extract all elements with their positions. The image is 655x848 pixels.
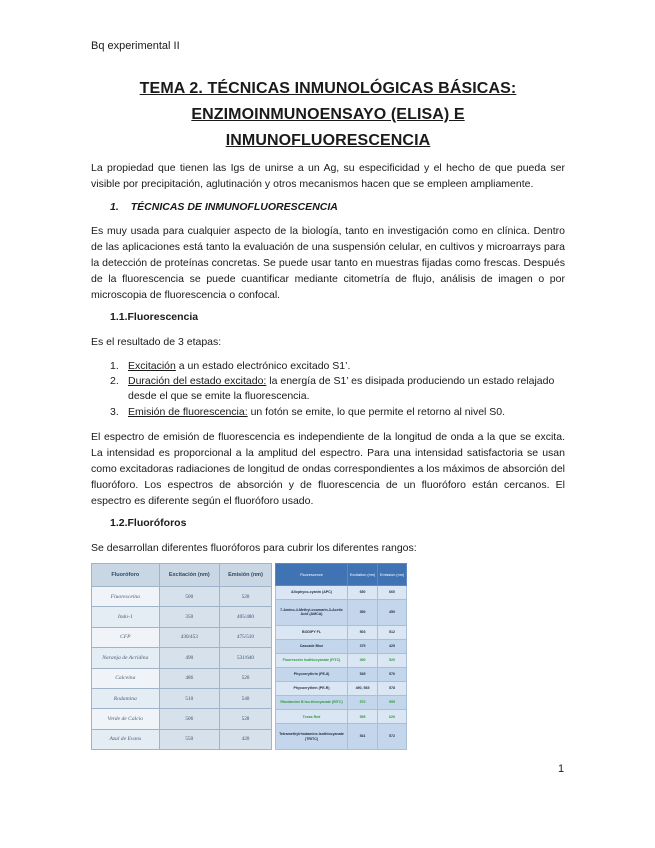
table2-cell: 450 <box>378 600 407 626</box>
table1-cell: 510 <box>159 688 219 708</box>
section-1-1-heading <box>110 311 198 323</box>
list-item-3 <box>110 405 565 420</box>
table2-cell: 578 <box>378 682 407 696</box>
list-term: Excitación <box>128 360 176 372</box>
table2-cell: 425 <box>378 639 407 653</box>
title-line-1: TEMA 2. TÉCNICAS INMUNOLÓGICAS BÁSICAS: <box>139 80 517 97</box>
table2-cell: 545 <box>348 668 378 682</box>
section-1-title: TÉCNICAS DE INMUNOFLUORESCENCIA <box>130 201 338 213</box>
table1-cell: 430/453 <box>159 627 219 647</box>
table2-cell: 503 <box>348 625 378 639</box>
table2-header: Excitation (nm) <box>348 564 378 586</box>
list-text: la energía de S1’ es disipada produciendo un estado relajado desde el que se emite la fluorescencia. <box>128 375 555 402</box>
list-text: a un estado electrónico excitado S1’. <box>175 360 351 372</box>
table1-cell: 420 <box>219 729 271 749</box>
section-1-1-title: Fluorescencia <box>127 311 199 323</box>
section-1-number: 1. <box>110 201 119 213</box>
table2-cell: Phycoerythrin (PE-R) <box>276 682 348 696</box>
table2-cell: 620 <box>378 710 407 724</box>
table1-row <box>92 688 272 708</box>
table2-cell: 541 <box>348 724 378 750</box>
list-number: 2. <box>110 375 119 387</box>
paragraph-emission-spectrum: El espectro de emisión de fluorescencia es independiente de la longitud de onda a la que se excita. La intensidad es proporcional a la amplitud del espectro. Para una intensidad satisfactoria se usan como excitadoras radiaciones de longitud de ondas correspondientes a los máximos de absorción del fluoróforo. Los espectros de absorción y de fluorescencia de un fluoróforo están cercanos. El espectro es diferente según el fluoróforo usado. <box>91 431 565 507</box>
list-item-2 <box>110 374 565 404</box>
page-number: 1 <box>558 763 565 775</box>
list-term: Duración del estado excitado: <box>128 375 267 387</box>
table1-cell: Azul de Evans <box>92 729 160 749</box>
table1-cell: Fluoresceína <box>92 587 160 607</box>
table1-header: Excitación (nm) <box>159 564 219 587</box>
table2-cell: 595 <box>378 696 407 710</box>
table1-cell: 475/510 <box>219 627 271 647</box>
title-line-3: INMUNOFLUORESCENCIA <box>225 132 431 149</box>
list-number: 3. <box>110 406 119 418</box>
section-1-1-number: 1.1. <box>110 311 128 323</box>
table2-row <box>276 668 407 682</box>
section-1-2-number: 1.2. <box>110 517 128 529</box>
fluorophore-table-spanish <box>91 563 272 750</box>
table2-cell: 570 <box>348 696 378 710</box>
table2-cell: BODIPY FL <box>276 625 348 639</box>
table1-header: Emisión (nm) <box>219 564 271 587</box>
table2-cell: 572 <box>378 724 407 750</box>
table2-row <box>276 710 407 724</box>
table2-cell: 595 <box>348 710 378 724</box>
table2-header: Fluorescence <box>276 564 348 586</box>
table2-cell: Fluorescein Isothiocyanate (FITC) <box>276 653 348 667</box>
table2-cell: 660 <box>378 586 407 600</box>
table1-cell: Verde de Calcio <box>92 709 160 729</box>
table2-header: Emission (nm) <box>378 564 407 586</box>
table2-cell: 490 <box>348 653 378 667</box>
table1-cell: 500 <box>159 587 219 607</box>
table1-cell: Calceína <box>92 668 160 688</box>
table1-row <box>92 648 272 668</box>
table1-header: Fluoróforo <box>92 564 160 587</box>
table1-cell: 520 <box>219 587 271 607</box>
section-1-heading <box>110 201 338 213</box>
title-line-2: ENZIMOINMUNOENSAYO (ELISA) E <box>191 106 465 123</box>
table1-cell: 540 <box>219 688 271 708</box>
table1-cell: Naranja de Acridina <box>92 648 160 668</box>
table1-cell: 350 <box>159 607 219 627</box>
table1-cell: 531/640 <box>219 648 271 668</box>
list-number: 1. <box>110 360 119 372</box>
table1-cell: 550 <box>159 729 219 749</box>
table2-cell: Texas Red <box>276 710 348 724</box>
table2-cell: 490, 565 <box>348 682 378 696</box>
table1-cell: 490 <box>159 648 219 668</box>
table1-cell: Indo-1 <box>92 607 160 627</box>
table2-cell: 576 <box>378 668 407 682</box>
table2-row <box>276 724 407 750</box>
table1-row <box>92 729 272 749</box>
table2-row <box>276 696 407 710</box>
table1-cell: 520 <box>219 668 271 688</box>
section-1-2-title: Fluoróforos <box>127 517 187 529</box>
table1-cell: CFP <box>92 627 160 647</box>
table2-row <box>276 625 407 639</box>
table2-row <box>276 600 407 626</box>
table2-cell: 350 <box>348 600 378 626</box>
table1-cell: 528 <box>219 709 271 729</box>
table1-row <box>92 709 272 729</box>
table2-row <box>276 653 407 667</box>
list-text: un fotón se emite, lo que permite el retorno al nivel S0. <box>247 406 506 418</box>
table1-cell: Rodamina <box>92 688 160 708</box>
table2-row <box>276 586 407 600</box>
table1-row <box>92 607 272 627</box>
table2-cell: 375 <box>348 639 378 653</box>
table2-row <box>276 639 407 653</box>
list-item-1 <box>110 359 565 374</box>
table1-cell: 486 <box>159 668 219 688</box>
table2-cell: Tetramethylrhodamine-Isothiocyanate (TRITC) <box>276 724 348 750</box>
table1-cell: 405/480 <box>219 607 271 627</box>
table2-cell: 650 <box>348 586 378 600</box>
table1-row <box>92 668 272 688</box>
table2-row <box>276 682 407 696</box>
table2-cell: Allophyco-cyanin (APC) <box>276 586 348 600</box>
running-header: Bq experimental II <box>91 40 180 52</box>
table1-row <box>92 587 272 607</box>
intro-paragraph: La propiedad que tienen las Igs de unirse a un Ag, su especificidad y el hecho de que pueda ser visible por precipitación, aglutinación y otros mecanismos hacen que se empleen ampliamente. <box>91 162 565 190</box>
table1-row <box>92 627 272 647</box>
table1-cell: 506 <box>159 709 219 729</box>
section-1-2-heading <box>110 517 186 529</box>
table2-cell: Cascade Blue <box>276 639 348 653</box>
table2-cell: 512 <box>378 625 407 639</box>
list-term: Emisión de fluorescencia: <box>128 406 248 418</box>
paragraph-stages: Es el resultado de 3 etapas: <box>91 336 222 348</box>
table2-cell: 520 <box>378 653 407 667</box>
table2-cell: Rhodamine B Iso-thiocyanate (RITC) <box>276 696 348 710</box>
paragraph-fluorophores: Se desarrollan diferentes fluoróforos para cubrir los diferentes rangos: <box>91 542 417 554</box>
table2-cell: 7-Amino-4-Methyl-coumarin-3-Acetic Acid (AMCA) <box>276 600 348 626</box>
fluorophore-table-english <box>275 563 407 750</box>
paragraph-applications: Es muy usada para cualquier aspecto de la biología, tanto en investigación como en clínica. Dentro de las aplicaciones está tanto la evaluación de una suspensión celular, en cultivos y microarrays para la detección de proteínas concretas. Se puede usar tanto en muestras fijadas como frescas. Después de la fluorescencia se puede cuantificar mediante citometría de flujo, análisis de imagen o por microscopia de fluorescencia o confocal. <box>91 225 565 301</box>
table2-cell: Phycoerythrin (PE-8) <box>276 668 348 682</box>
